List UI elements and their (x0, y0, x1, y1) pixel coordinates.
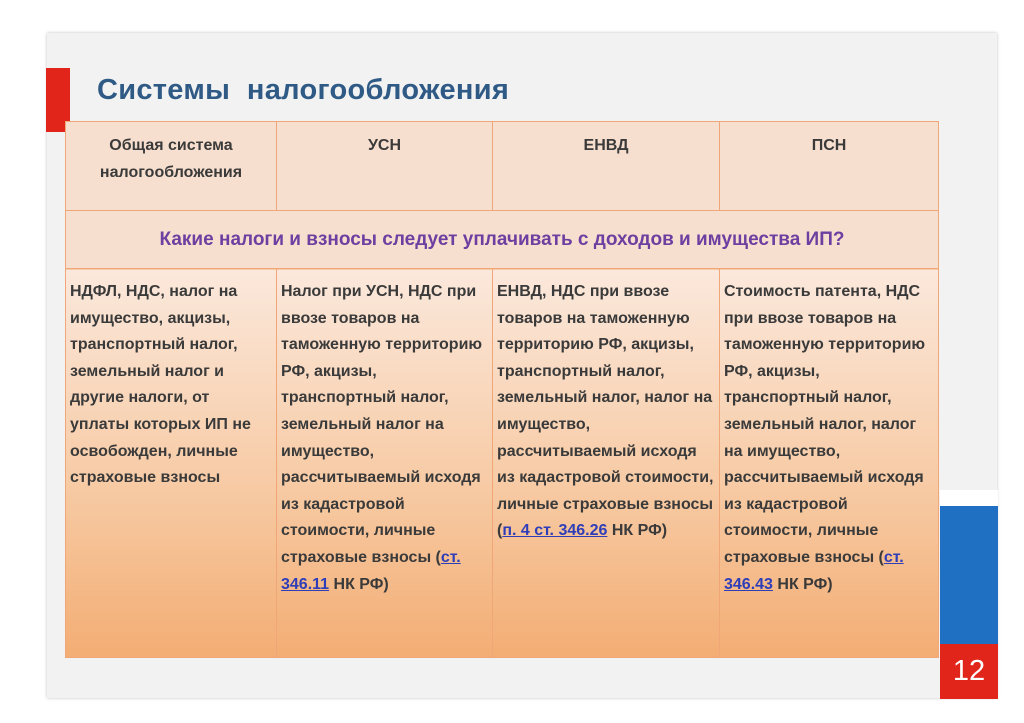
cell-osn-text: НДФЛ, НДС, налог на имущество, акцизы, транспортный налог, земельный налог и другие налоги, от уплаты которых ИП не освобожден, личные страховые взносы (70, 283, 251, 487)
header-psn: ПСН (720, 122, 939, 211)
cell-psn (720, 269, 939, 658)
decor-stripe-blue (940, 506, 998, 644)
question-row (66, 211, 939, 269)
header-row (66, 122, 939, 211)
header-osn: Общая система налогообложения (66, 122, 277, 211)
cell-envd-text: ЕНВД, НДС при ввозе товаров на таможенную территорию РФ, акцизы, транспортный налог, земельный налог, налог на имущество, рассчитываемый исходя из кадастровой стоимости, личные страховые взносы ( (497, 283, 714, 540)
header-envd: ЕНВД (493, 122, 720, 211)
header-usn: УСН (277, 122, 493, 211)
cell-envd (493, 269, 720, 658)
link-st-346-11[interactable]: ст. 346.11 (281, 548, 461, 593)
cell-usn (277, 269, 493, 658)
cell-usn-after: НК РФ) (329, 575, 389, 593)
cell-envd-after: НК РФ) (607, 522, 668, 540)
question-cell: Какие налоги и взносы следует уплачивать с доходов и имущества ИП? (66, 211, 939, 269)
decor-stripe-white (940, 490, 998, 506)
cell-psn-text: Стоимость патента, НДС при ввозе товаров на таможенную территорию РФ, акцизы, транспортный налог, земельный налог, налог на имущество, рассчитываемый исходя из кадастровой стоимости, личные страховые взносы ( (724, 283, 926, 566)
page-number: 12 (952, 655, 986, 687)
link-st-346-43[interactable]: ст. 346.43 (724, 548, 904, 593)
link-p4-st-346-26[interactable]: п. 4 ст. 346.26 (502, 522, 608, 540)
cell-osn (66, 269, 277, 658)
body-row (66, 269, 939, 658)
cell-usn-text: Налог при УСН, НДС при ввозе товаров на таможенную территорию РФ, акцизы, транспортный налог, земельный налог на имущество, рассчитываемый исходя из кадастровой стоимости, личные страховые взносы ( (281, 283, 483, 566)
cell-psn-after: НК РФ) (772, 575, 833, 593)
slide-title: Системы налогообложения (97, 74, 510, 106)
tax-systems-table (65, 121, 939, 658)
